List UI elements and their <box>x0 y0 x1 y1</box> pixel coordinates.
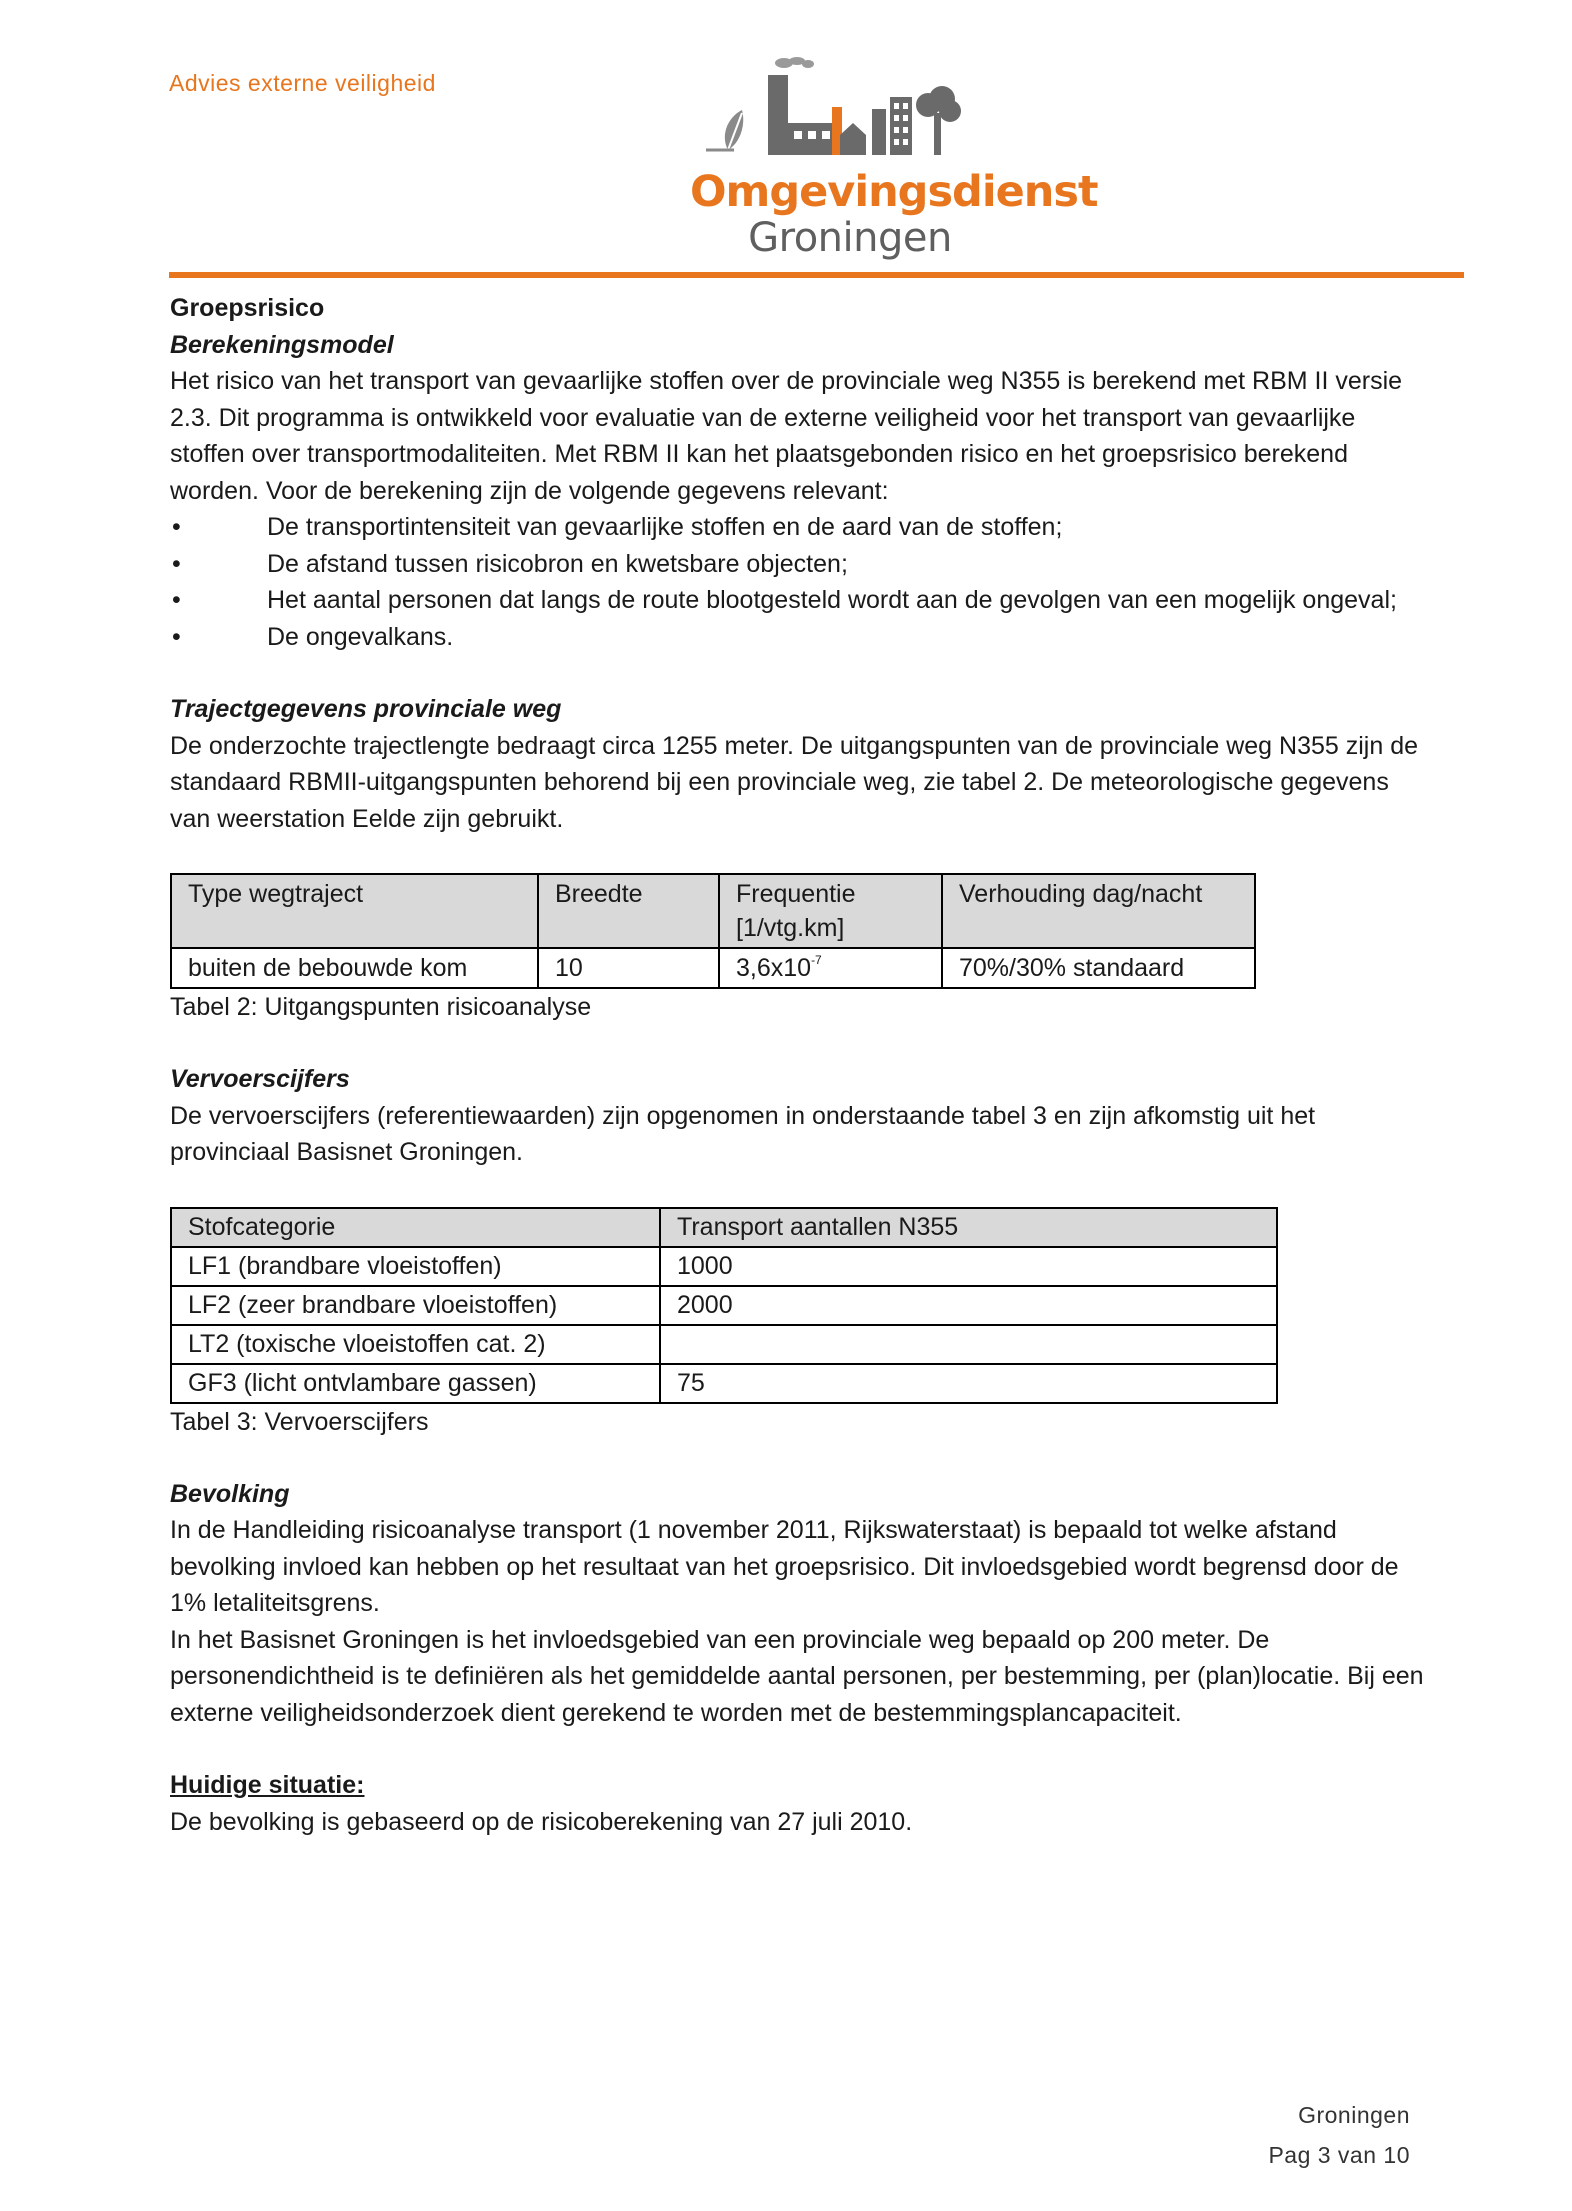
table-cell: 2000 <box>660 1286 1277 1325</box>
logo-name: Omgevingsdienst <box>690 167 1098 217</box>
table-row <box>171 1325 1277 1364</box>
table-row <box>171 1364 1277 1403</box>
page-footer <box>1268 2095 1410 2175</box>
subsection-title-traject: Trajectgegevens provinciale weg <box>170 695 562 723</box>
table-row <box>171 948 1255 988</box>
paragraph-bevolking-1: In de Handleiding risicoanalyse transport (1 november 2011, Rijkswaterstaat) is bepaald tot welke afstand bevolking invloed kan hebben op het resultaat van het groepsrisico. Dit invloedsgebied wordt begrensd door de 1% letaliteitsgrens. <box>170 1516 1399 1617</box>
header-label: Advies externe veiligheid <box>169 70 436 96</box>
paragraph-bevolking-2: In het Basisnet Groningen is het invloedsgebied van een provinciale weg bepaald op 200 meter. De personendichtheid is te definiëren als het gemiddelde aantal personen, per bestemming, per (plan)locatie. Bij een externe veiligheidsonderzoek dient gerekend te worden met de bestemmingsplancapaciteit. <box>170 1625 1424 1727</box>
footer-place: Groningen <box>1298 2102 1410 2128</box>
table-header: Verhouding dag/nacht <box>942 874 1255 948</box>
frequency-base: 3,6x10 <box>736 954 812 982</box>
subsection-title-vervoerscijfers: Vervoerscijfers <box>170 1065 350 1093</box>
city-skyline-icon <box>690 55 1010 165</box>
frequency-exponent: -7 <box>811 953 822 967</box>
table-cell: LT2 (toxische vloeistoffen cat. 2) <box>171 1325 660 1364</box>
table-header: Type wegtraject <box>171 874 538 948</box>
subsection-title-bevolking: Bevolking <box>170 1479 290 1508</box>
list-item: • De transportintensiteit van gevaarlijke stoffen en de aard van de stoffen; <box>170 509 1430 546</box>
table-header: Stofcategorie <box>171 1208 660 1247</box>
table-caption: Tabel 2: Uitgangspunten risicoanalyse <box>170 993 592 1021</box>
table-cell: LF2 (zeer brandbare vloeistoffen) <box>171 1286 660 1325</box>
table-cell: 10 <box>538 948 719 988</box>
header-rule <box>169 272 1464 278</box>
table-cell: 1000 <box>660 1247 1277 1286</box>
paragraph-vervoerscijfers: De vervoerscijfers (referentiewaarden) zijn opgenomen in onderstaande tabel 3 en zijn afkomstig uit het provinciaal Basisnet Groningen. <box>170 1101 1316 1166</box>
table-header: Transport aantallen N355 <box>660 1208 1277 1247</box>
table-cell: GF3 (licht ontvlambare gassen) <box>171 1364 660 1403</box>
table-vervoerscijfers <box>170 1207 1278 1404</box>
subsection-title-huidige-situatie: Huidige situatie: <box>170 1771 365 1799</box>
table-cell: buiten de bebouwde kom <box>171 948 538 988</box>
table-cell <box>719 948 942 988</box>
table-uitgangspunten <box>170 873 1256 989</box>
table-cell: LF1 (brandbare vloeistoffen) <box>171 1247 660 1286</box>
table-header: Breedte <box>538 874 719 948</box>
section-title-groepsrisico: Groepsrisico <box>170 294 325 322</box>
table-caption: Tabel 3: Vervoerscijfers <box>170 1407 429 1436</box>
table-row <box>171 1247 1277 1286</box>
paragraph-traject: De onderzochte trajectlengte bedraagt circa 1255 meter. De uitgangspunten van de provinciale weg N355 zijn de standaard RBMII-uitgangspunten behorend bij een provinciale weg, zie tabel 2. De meteorologische gegevens van weerstation Eelde zijn gebruikt. <box>170 731 1419 833</box>
subsection-title-berekeningsmodel: Berekeningsmodel <box>170 330 394 359</box>
table-header: Frequentie [1/vtg.km] <box>719 874 942 948</box>
page-number: Pag 3 van 10 <box>1268 2142 1410 2168</box>
bullet-list <box>170 509 1430 655</box>
table-cell: 70%/30% standaard <box>942 948 1255 988</box>
list-item: • De ongevalkans. <box>170 619 1430 656</box>
document-body <box>170 290 1430 1840</box>
table-cell <box>660 1325 1277 1364</box>
paragraph-huidige-situatie: De bevolking is gebaseerd op de risicoberekening van 27 juli 2010. <box>170 1807 913 1836</box>
logo-subtitle: Groningen <box>748 215 952 261</box>
list-item: • Het aantal personen dat langs de route blootgesteld wordt aan de gevolgen van een mogelijk ongeval; <box>170 582 1430 619</box>
table-row <box>171 1286 1277 1325</box>
logo <box>690 55 1098 265</box>
paragraph-berekeningsmodel: Het risico van het transport van gevaarlijke stoffen over de provinciale weg N355 is berekend met RBM II versie 2.3. Dit programma is ontwikkeld voor evaluatie van de externe veiligheid voor het transport van gevaarlijke stoffen over transportmodaliteiten. Met RBM II kan het plaatsgebonden risico en het groepsrisico berekend worden. Voor de berekening zijn de volgende gegevens relevant: <box>170 367 1403 505</box>
table-cell: 75 <box>660 1364 1277 1403</box>
list-item: • De afstand tussen risicobron en kwetsbare objecten; <box>170 546 1430 583</box>
